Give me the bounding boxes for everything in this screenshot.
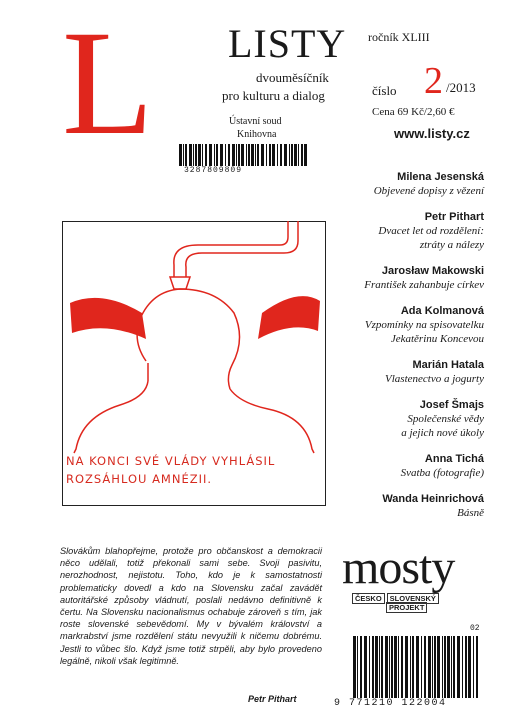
barcode-bar — [447, 636, 450, 698]
article-author: Milena Jesenská — [397, 171, 484, 183]
barcode-bar — [421, 636, 422, 698]
article-item[interactable] — [336, 398, 484, 440]
barcode-bar — [398, 636, 399, 698]
right-red-shape — [258, 296, 320, 339]
barcode-bar — [451, 636, 452, 698]
article-author: Jarosław Makowski — [381, 265, 484, 277]
barcode-bar — [269, 144, 271, 166]
price-label: Cena 69 Kč/2,60 € — [372, 106, 455, 118]
barcode-bar — [241, 144, 244, 166]
barcode-bar — [462, 636, 463, 698]
barcode-bar — [238, 144, 240, 166]
article-title: Vzpomínky na spisovatelku — [364, 319, 484, 331]
barcode-bar — [205, 144, 207, 166]
magazine-subtitle-line1: dvouměsíčník — [256, 70, 329, 85]
barcode-bar — [457, 636, 460, 698]
barcode-bar — [432, 636, 433, 698]
article-title: Jekatěrinu Koncevou — [390, 333, 484, 345]
barcode-bar — [391, 636, 393, 698]
issue-number: 2 — [424, 60, 443, 102]
article-title: Básně — [457, 507, 484, 519]
article-title: Společenské vědy — [407, 413, 484, 425]
article-title: František zahanbuje církev — [364, 279, 484, 291]
barcode-bar — [385, 636, 388, 698]
barcode-bar — [381, 636, 383, 698]
article-item[interactable] — [336, 170, 484, 198]
barcode-bar — [195, 144, 197, 166]
head-outline — [137, 289, 239, 389]
barcode-bar — [357, 636, 358, 698]
barcode-bar — [284, 144, 287, 166]
magazine-subtitle-line2: pro kulturu a dialog — [222, 88, 325, 103]
mosty-sub-2: SLOVENSKÝ — [387, 593, 439, 604]
website-link[interactable]: www.listy.cz — [394, 126, 470, 141]
barcode-bar — [453, 636, 455, 698]
article-author: Ada Kolmanová — [400, 305, 484, 317]
barcode-bar — [424, 636, 426, 698]
mosty-sub-3: PROJEKT — [386, 602, 427, 613]
barcode-bar — [416, 636, 419, 698]
article-item[interactable] — [336, 210, 484, 252]
barcode-bar — [202, 144, 203, 166]
issn-barcode-number: 9 771210 122004 — [334, 698, 447, 709]
article-title: a jejich nové úkoly — [401, 427, 484, 439]
barcode-bar — [214, 144, 215, 166]
library-barcode-number: 3287809809 — [184, 166, 243, 175]
barcode-bar — [405, 636, 408, 698]
library-stamp-line2: Knihovna — [237, 129, 277, 140]
article-item[interactable] — [336, 492, 484, 520]
article-title: ztráty a nálezy — [419, 239, 484, 251]
article-list — [336, 170, 484, 532]
barcode-bar — [248, 144, 250, 166]
caption-line2: ROZSÁHLOU AMNÉZII. — [66, 472, 213, 486]
barcode-bar — [257, 144, 259, 166]
issue-year: /2013 — [446, 80, 476, 95]
barcode-bar — [442, 636, 443, 698]
barcode-bar — [412, 636, 414, 698]
barcode-bar — [280, 144, 282, 166]
caption-line1: NA KONCI SVÉ VLÁDY VYHLÁSIL — [66, 454, 276, 468]
barcode-bar — [291, 144, 293, 166]
barcode-bar — [375, 636, 378, 698]
article-item[interactable] — [336, 304, 484, 346]
barcode-bar — [360, 636, 362, 698]
funnel — [170, 277, 190, 289]
left-red-shape — [70, 298, 146, 339]
library-barcode — [178, 144, 310, 166]
barcode-bar — [444, 636, 446, 698]
barcode-bar — [364, 636, 367, 698]
barcode-bar — [251, 144, 254, 166]
issn-barcode — [352, 636, 482, 698]
article-author: Anna Tichá — [424, 453, 484, 465]
article-title: Dvacet let od rozdělení: — [378, 225, 484, 237]
barcode-bar — [389, 636, 390, 698]
article-title: Objevené dopisy z vězení — [373, 185, 484, 197]
barcode-bar — [473, 636, 474, 698]
barcode-bar — [468, 636, 471, 698]
barcode-bar — [179, 144, 182, 166]
barcode-bar — [189, 144, 192, 166]
barcode-bar — [193, 144, 194, 166]
article-author: Marián Hatala — [412, 359, 484, 371]
barcode-bar — [379, 636, 380, 698]
barcode-bar — [353, 636, 356, 698]
barcode-bar — [394, 636, 397, 698]
barcode-bar — [225, 144, 226, 166]
barcode-bar — [272, 144, 275, 166]
barcode-bar — [266, 144, 267, 166]
article-title: Vlastenectvo a jogurty — [385, 373, 484, 385]
barcode-bar — [183, 144, 184, 166]
barcode-bar — [220, 144, 223, 166]
barcode-bar — [294, 144, 297, 166]
barcode-bar — [228, 144, 230, 166]
illustration-caption — [66, 452, 316, 488]
barcode-bar — [476, 636, 478, 698]
article-item[interactable] — [336, 452, 484, 480]
barcode-bar — [298, 144, 299, 166]
barcode-bar — [209, 144, 212, 166]
hose-line — [174, 221, 288, 277]
mosty-subtitle — [352, 594, 441, 612]
issue-number-label: číslo — [372, 83, 397, 98]
barcode-bar — [369, 636, 370, 698]
editorial-intro: Slovákům blahopřejme, protože pro občanskost a demokracii něco udělali, totiž překonali sami sebe. Svoji pasivitu, nerozhodnost, nejistotu. Toho, kdo je k samostatnosti problematicky dovedl a kdo na Slovensku začal zavádět autoritářské způsoby vládnutí, poslali nedávno definitivně k čertu. Na Slovensku nacionalismus ochabuje zároveň s tím, jak roste slovenské sebevědomí. My v bývalém království a markrabství jsme rozdělení státu nevyužili k ničemu dobrému. Jestli to vůbec šlo. Když jsme totiž strpěli, aby bylo provedeno legálně, nikoli však legitimně. — [60, 546, 322, 666]
barcode-issue-code: 02 — [470, 624, 480, 633]
hose-line-2 — [186, 221, 298, 277]
masthead-letter-logo: L — [62, 0, 154, 166]
mosty-logo: mosty — [342, 541, 455, 594]
body-outline — [74, 381, 314, 453]
article-item[interactable] — [336, 264, 484, 292]
barcode-bar — [428, 636, 431, 698]
magazine-title: LISTY — [228, 21, 347, 66]
article-author: Josef Šmajs — [419, 399, 484, 411]
article-title: Svatba (fotografie) — [400, 467, 484, 479]
barcode-bar — [401, 636, 403, 698]
barcode-bar — [185, 144, 187, 166]
article-author: Petr Pithart — [424, 211, 484, 223]
article-item[interactable] — [336, 358, 484, 386]
barcode-bar — [437, 636, 440, 698]
article-author: Wanda Heinrichová — [382, 493, 484, 505]
mosty-sub-1: ČESKO — [352, 593, 385, 604]
barcode-bar — [216, 144, 218, 166]
barcode-bar — [289, 144, 290, 166]
barcode-bar — [277, 144, 278, 166]
volume-label: ročník XLIII — [368, 30, 430, 44]
library-stamp-line1: Ústavní soud — [229, 116, 282, 127]
barcode-bar — [232, 144, 235, 166]
barcode-bar — [434, 636, 436, 698]
barcode-bar — [255, 144, 256, 166]
barcode-bar — [301, 144, 303, 166]
editorial-author: Petr Pithart — [248, 694, 297, 704]
barcode-bar — [410, 636, 411, 698]
barcode-bar — [372, 636, 374, 698]
barcode-bar — [465, 636, 467, 698]
barcode-bar — [304, 144, 307, 166]
barcode-bar — [261, 144, 264, 166]
barcode-bar — [236, 144, 237, 166]
barcode-bar — [246, 144, 247, 166]
barcode-bar — [198, 144, 201, 166]
